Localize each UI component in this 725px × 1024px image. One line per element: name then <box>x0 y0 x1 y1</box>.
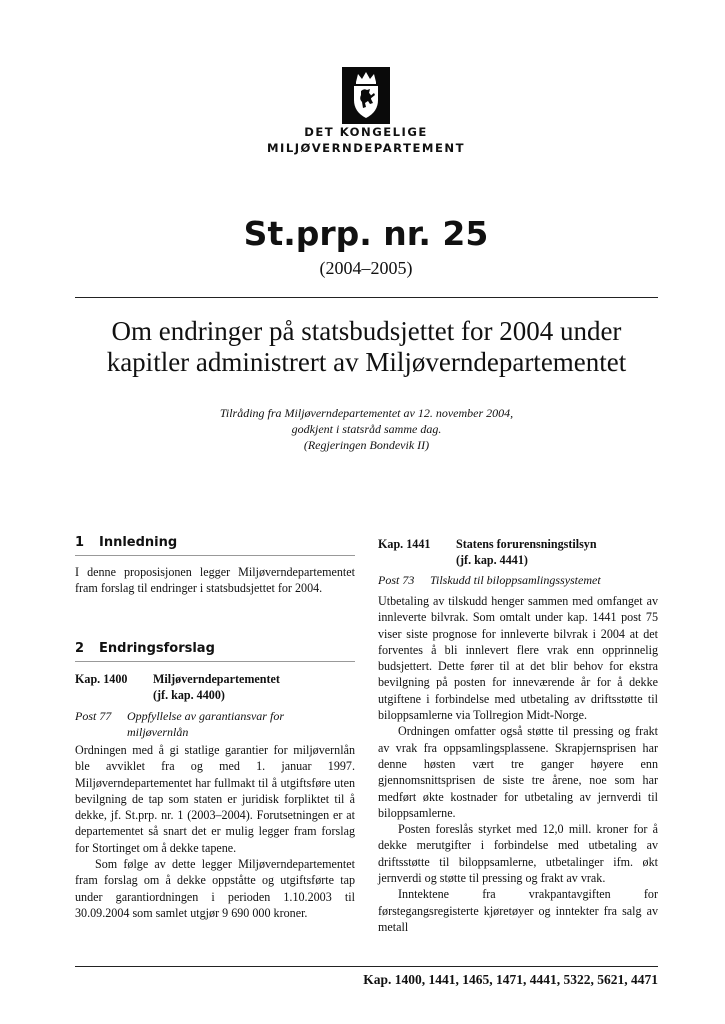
post-code: Post 77 <box>75 709 112 723</box>
main-heading-line-2: kapitler administrert av Miljøverndepartementet <box>106 347 627 377</box>
chapter-name <box>153 671 343 703</box>
main-heading <box>75 316 658 378</box>
chapter-name <box>456 536 656 568</box>
ministry-line-1: DET KONGELIGE <box>304 125 428 139</box>
ministry-line-2: MILJØVERNDEPARTEMENT <box>267 141 465 155</box>
document-years: (2004–2005) <box>319 258 413 278</box>
right-body-text <box>378 593 658 935</box>
chapter-title: Statens forurensningstilsyn <box>456 537 597 551</box>
chapter-ref: (jf. kap. 4400) <box>153 688 225 702</box>
chapter-ref: (jf. kap. 4441) <box>456 553 528 567</box>
intro-paragraph <box>75 564 355 597</box>
left-paragraph-2: Som følge av dette legger Miljøverndepartementet fram forslag om å dekke oppståtte og utgiftsførte tap under garantiordningen i perioden 1.10.2003 til 30.09.2004 som samlet utgjør 9 690 000 kroner. <box>75 857 355 920</box>
post-heading-73 <box>378 572 660 588</box>
post-name-line-2: miljøvernlån <box>127 725 189 739</box>
post-heading-77 <box>75 708 327 740</box>
left-paragraph-1: Ordningen med å gi statlige garantier for miljøvernlån ble avviklet fra og med 1. januar 1997. Miljøverndepartementet har fullmakt til å utgiftsføre uten bevilgning de tap som staten er juridisk forpliktet til å dekke, jf. St.prp. nr. 1 (2003–2004). Forutsetningen er at departementet så snart det er mulig legger fram forslag for Stortinget om å dekke tapene. <box>75 743 355 855</box>
recommendation-line-3: (Regjeringen Bondevik II) <box>303 438 430 452</box>
intro-text: I denne proposisjonen legger Miljøverndepartementet fram forslag til endringer i statsbudsjettet for 2004. <box>75 565 355 596</box>
post-code: Post 73 <box>378 573 415 587</box>
chapter-heading-1400 <box>75 671 343 703</box>
post-name: Tilskudd til biloppsamlingssystemet <box>430 573 601 587</box>
section-title: Endringsforslag <box>99 641 215 656</box>
ministry-name <box>0 124 725 156</box>
section-number: 1 <box>75 535 85 550</box>
post-name <box>127 708 327 740</box>
coat-of-arms-emblem-icon <box>342 67 390 124</box>
main-heading-line-1: Om endringer på statsbudsjettet for 2004 under <box>111 316 622 346</box>
chapter-title: Miljøverndepartementet <box>153 672 280 686</box>
chapter-code: Kap. 1400 <box>75 672 128 686</box>
top-divider <box>75 297 658 298</box>
section-title: Innledning <box>99 535 178 550</box>
recommendation-line-1: Tilråding fra Miljøverndepartementet av 12. november 2004, <box>219 406 514 420</box>
chapter-heading-1441 <box>378 536 656 568</box>
recommendation-note <box>75 405 658 453</box>
recommendation-line-2: godkjent i statsråd samme dag. <box>291 422 442 436</box>
right-paragraph-2: Ordningen omfatter også støtte til pressing og frakt av vrak fra oppsamlingsplassene. Skrapjernsprisen har denne høsten vært tre ganger høyere enn gjennomsnittsprisen de siste tre årene, noe som har medført økte kostnader for utbetaling av jernverdi til biloppsamlerne. <box>378 724 658 820</box>
section-heading-changes <box>75 641 355 662</box>
left-body-text <box>75 742 355 921</box>
footer-chapter-list: Kap. 1400, 1441, 1465, 1471, 4441, 5322, 5621, 4471 <box>363 972 658 987</box>
document-title: St.prp. nr. 25 <box>243 214 489 253</box>
right-paragraph-3: Posten foreslås styrket med 12,0 mill. kroner for å dekke merutgifter i forbindelse med utbetaling av driftsstøtte til biloppsamlerne, utbetalinger ifm. økt jernverdi og støtte til pressing og frakt av vrak. <box>378 822 658 886</box>
right-paragraph-4: Inntektene fra vrakpantavgiften for førstegangsregisterte kjøretøyer og inntekter fra salg av metall <box>378 887 658 934</box>
bottom-divider <box>75 966 658 967</box>
section-number: 2 <box>75 641 85 656</box>
right-paragraph-1: Utbetaling av tilskudd henger sammen med omfanget av innleverte bilvrak. Som omtalt under kap. 1441 post 75 viser siste prognose for innleverte bilvrak i 2004 at det forventes å bli innlevert flere vrak enn opprinnelig budsjettert. Dette fører til at det blir behov for ekstra bevilgning på posten for inneværende år for å dekke utgiftene i forbindelse med utbetaling av driftsstøtte til biloppsamlerne via Tollregion Midt-Norge. <box>378 594 658 723</box>
post-name-line-1: Oppfyllelse av garantiansvar for <box>127 709 284 723</box>
chapter-code: Kap. 1441 <box>378 537 431 551</box>
section-heading-introduction <box>75 535 355 556</box>
